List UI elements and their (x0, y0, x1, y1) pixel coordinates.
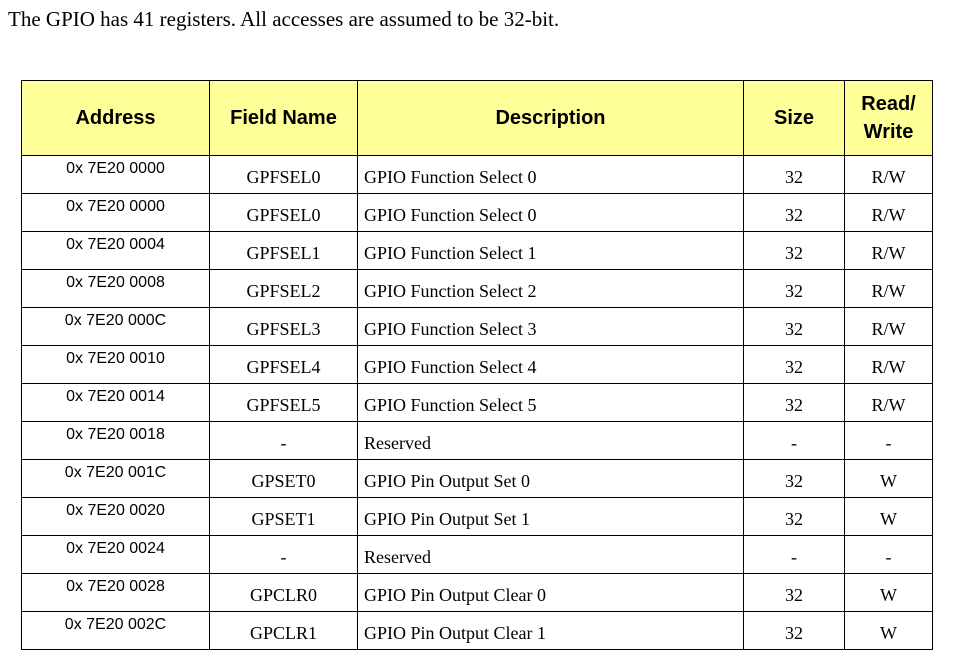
cell-read-write: R/W (845, 308, 933, 346)
cell-read-write: W (845, 574, 933, 612)
cell-size: 32 (744, 156, 845, 194)
cell-address: 0x 7E20 0008 (22, 270, 210, 308)
table-row (22, 270, 933, 308)
cell-size: 32 (744, 612, 845, 650)
cell-address: 0x 7E20 002C (22, 612, 210, 650)
cell-field-name: - (210, 422, 358, 460)
cell-read-write: R/W (845, 156, 933, 194)
cell-size: 32 (744, 498, 845, 536)
cell-field-name: GPSET0 (210, 460, 358, 498)
table-row (22, 346, 933, 384)
cell-size: 32 (744, 384, 845, 422)
cell-field-name: GPSET1 (210, 498, 358, 536)
cell-field-name: GPCLR1 (210, 612, 358, 650)
intro-text: The GPIO has 41 registers. All accesses are assumed to be 32-bit. (8, 7, 560, 31)
cell-description: GPIO Pin Output Set 0 (358, 460, 744, 498)
header-size: Size (744, 81, 845, 156)
cell-field-name: GPFSEL2 (210, 270, 358, 308)
cell-field-name: GPCLR0 (210, 574, 358, 612)
cell-description: Reserved (358, 536, 744, 574)
cell-size: 32 (744, 194, 845, 232)
cell-description: GPIO Function Select 0 (358, 156, 744, 194)
cell-read-write: - (845, 422, 933, 460)
cell-read-write: W (845, 460, 933, 498)
cell-size: 32 (744, 460, 845, 498)
cell-description: GPIO Function Select 0 (358, 194, 744, 232)
cell-address: 0x 7E20 0000 (22, 156, 210, 194)
table-row (22, 232, 933, 270)
header-field-name: Field Name (210, 81, 358, 156)
cell-read-write: W (845, 498, 933, 536)
cell-read-write: R/W (845, 384, 933, 422)
table-row (22, 612, 933, 650)
cell-address: 0x 7E20 0028 (22, 574, 210, 612)
cell-description: GPIO Pin Output Set 1 (358, 498, 744, 536)
cell-address: 0x 7E20 0010 (22, 346, 210, 384)
cell-description: GPIO Function Select 3 (358, 308, 744, 346)
cell-description: Reserved (358, 422, 744, 460)
table-row (22, 384, 933, 422)
cell-address: 0x 7E20 0000 (22, 194, 210, 232)
header-read-write-line2: Write (863, 121, 914, 143)
cell-description: GPIO Pin Output Clear 0 (358, 574, 744, 612)
cell-size: 32 (744, 232, 845, 270)
cell-address: 0x 7E20 000C (22, 308, 210, 346)
cell-field-name: GPFSEL0 (210, 156, 358, 194)
table-row (22, 574, 933, 612)
cell-read-write: - (845, 536, 933, 574)
table-header-row (22, 81, 933, 156)
table-row (22, 498, 933, 536)
cell-field-name: GPFSEL0 (210, 194, 358, 232)
cell-address: 0x 7E20 0014 (22, 384, 210, 422)
table-row (22, 308, 933, 346)
cell-address: 0x 7E20 0020 (22, 498, 210, 536)
cell-read-write: R/W (845, 194, 933, 232)
cell-read-write: W (845, 612, 933, 650)
cell-size: - (744, 422, 845, 460)
header-read-write-line1: Read/ (861, 93, 916, 115)
header-read-write (845, 81, 933, 156)
cell-address: 0x 7E20 0004 (22, 232, 210, 270)
cell-description: GPIO Function Select 1 (358, 232, 744, 270)
table-row (22, 460, 933, 498)
cell-field-name: GPFSEL3 (210, 308, 358, 346)
cell-field-name: GPFSEL1 (210, 232, 358, 270)
cell-size: 32 (744, 270, 845, 308)
cell-field-name: GPFSEL5 (210, 384, 358, 422)
cell-read-write: R/W (845, 346, 933, 384)
cell-field-name: - (210, 536, 358, 574)
cell-read-write: R/W (845, 270, 933, 308)
header-address: Address (22, 81, 210, 156)
table-row (22, 422, 933, 460)
cell-size: 32 (744, 574, 845, 612)
cell-description: GPIO Function Select 2 (358, 270, 744, 308)
cell-address: 0x 7E20 001C (22, 460, 210, 498)
header-description: Description (358, 81, 744, 156)
table-body (22, 156, 933, 650)
cell-size: 32 (744, 308, 845, 346)
table-row (22, 194, 933, 232)
table-row (22, 156, 933, 194)
cell-description: GPIO Pin Output Clear 1 (358, 612, 744, 650)
cell-address: 0x 7E20 0018 (22, 422, 210, 460)
cell-description: GPIO Function Select 4 (358, 346, 744, 384)
cell-description: GPIO Function Select 5 (358, 384, 744, 422)
cell-address: 0x 7E20 0024 (22, 536, 210, 574)
cell-size: - (744, 536, 845, 574)
cell-read-write: R/W (845, 232, 933, 270)
cell-field-name: GPFSEL4 (210, 346, 358, 384)
cell-size: 32 (744, 346, 845, 384)
gpio-register-table (21, 80, 933, 650)
table-row (22, 536, 933, 574)
